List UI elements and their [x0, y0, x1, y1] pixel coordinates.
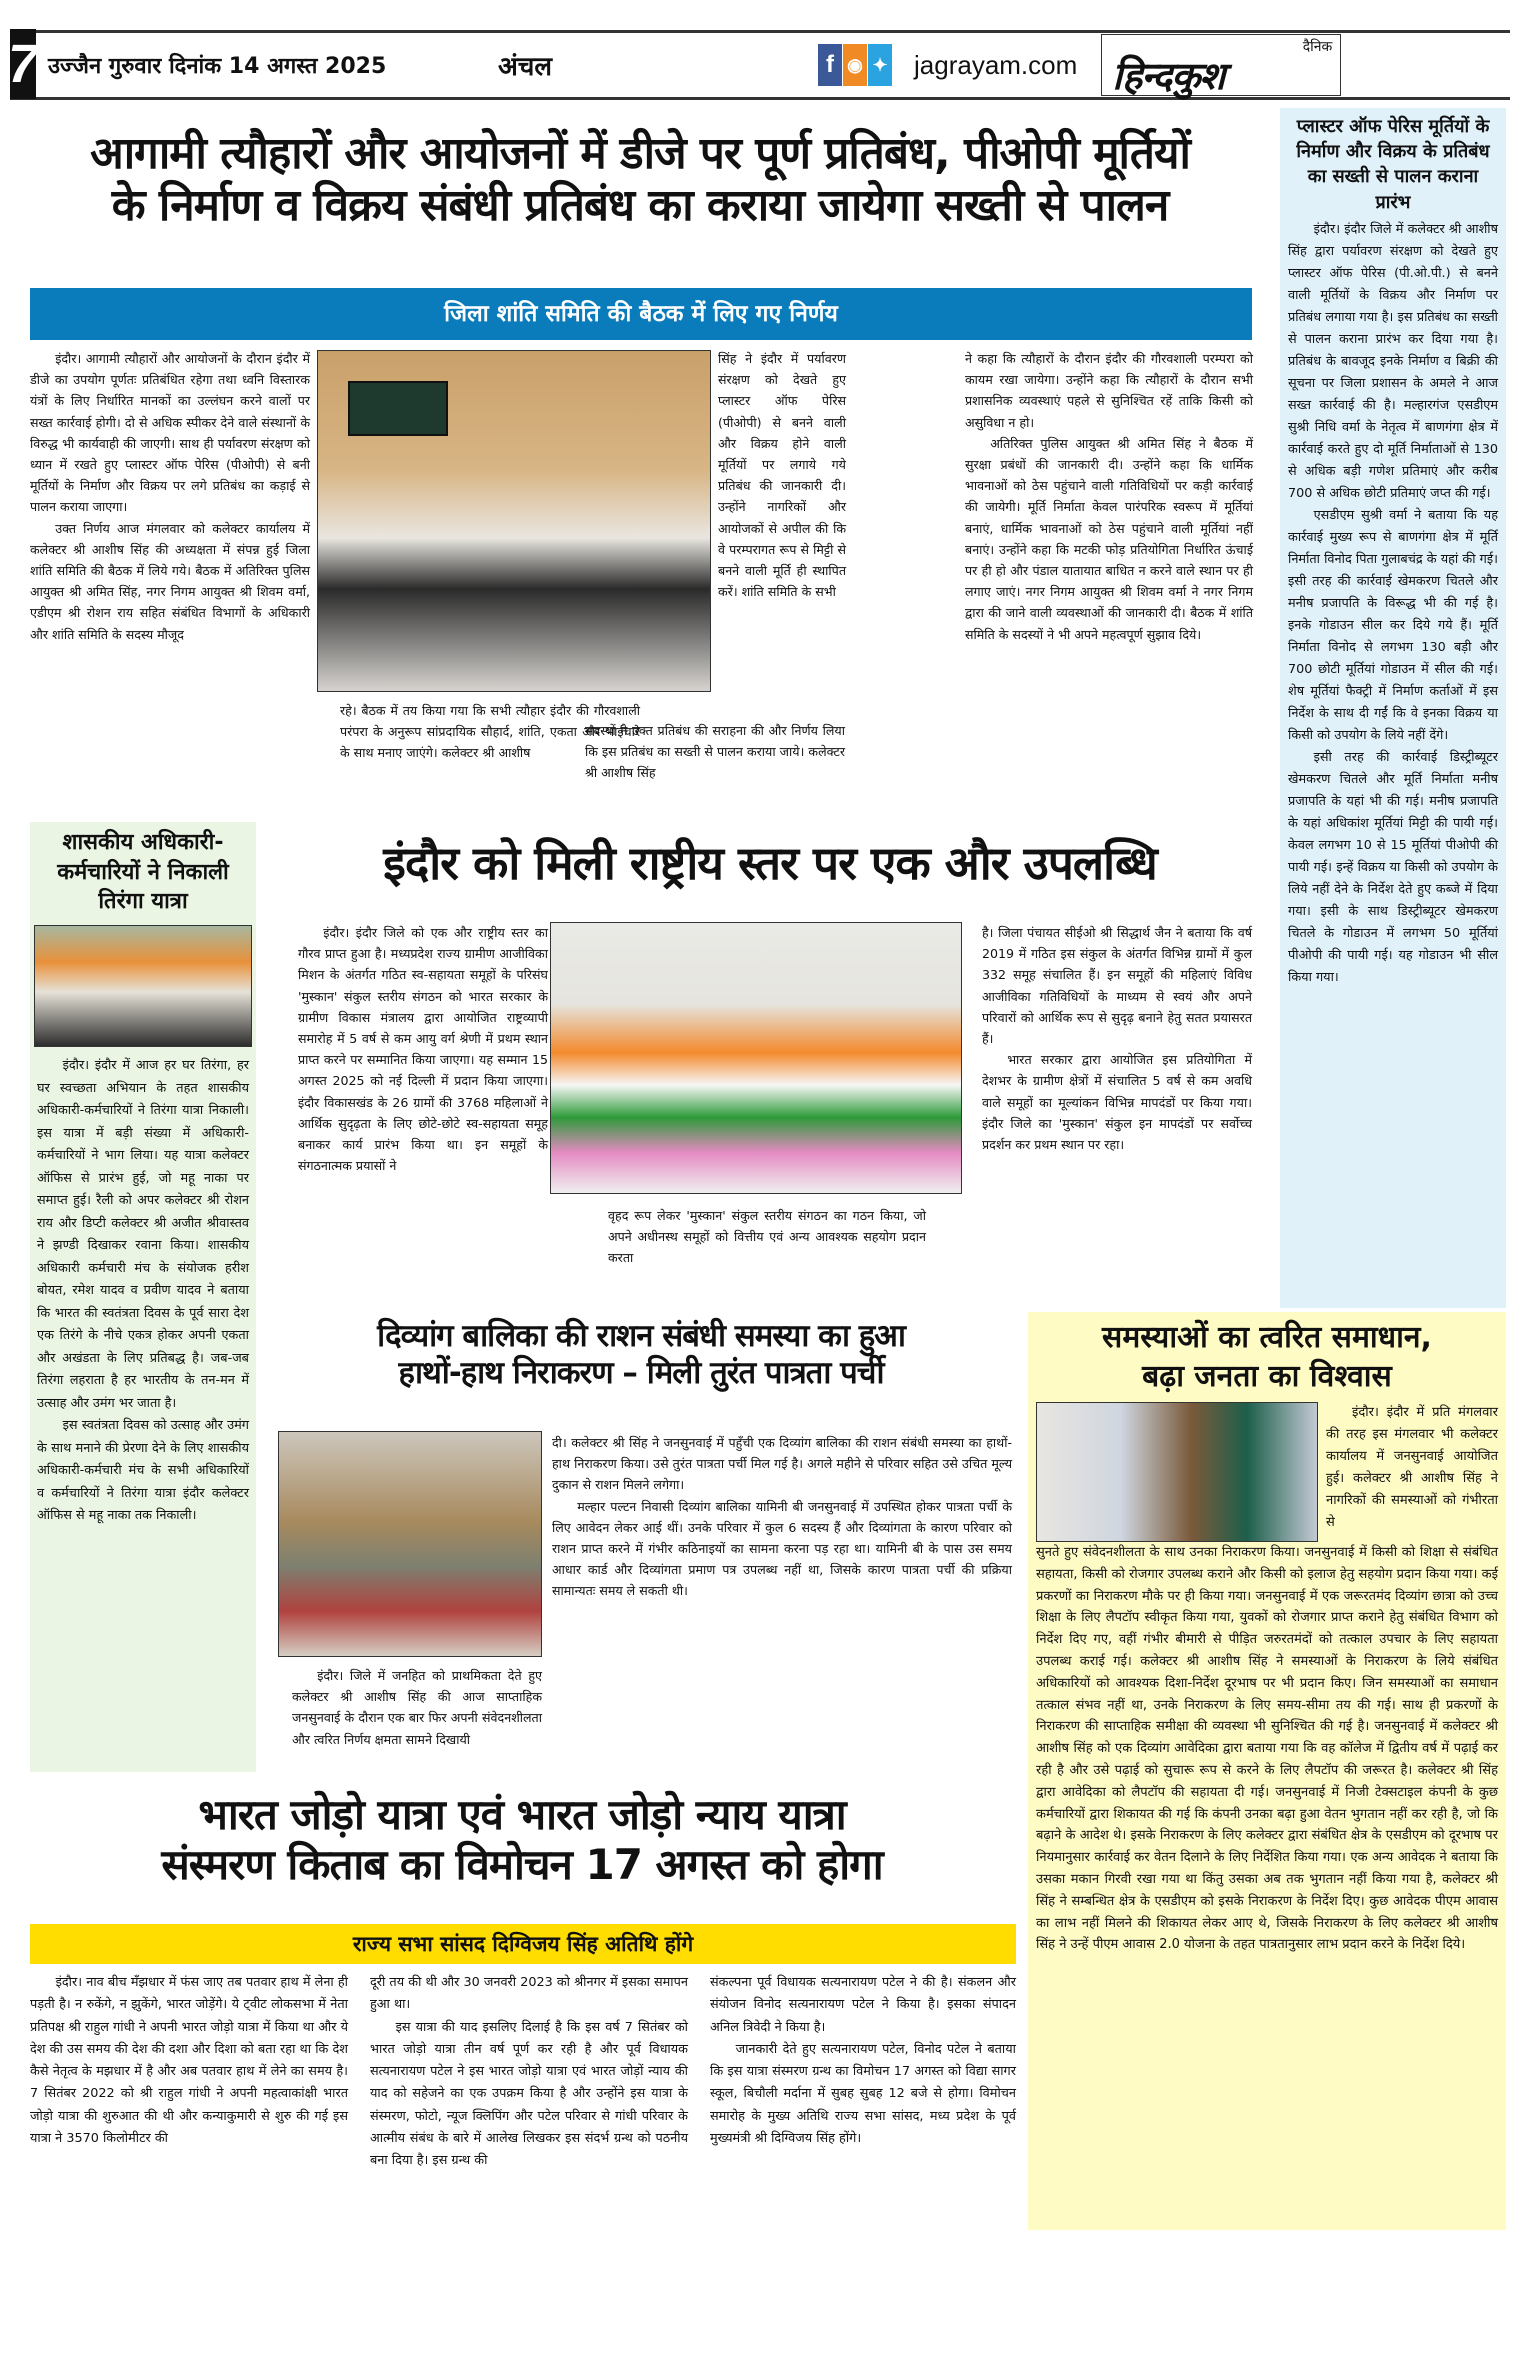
sidebar-jansunwai-beside: [1326, 1402, 1498, 1542]
story1-para: ने कहा कि त्यौहारों के दौरान इंदौर की गौरवशाली परम्परा को कायम रखा जायेगा। उन्होंने कहा कि त्यौहारों के दौरान सभी प्रशासनिक व्यवस्थाएं पहले से सुनिश्चित रहें ताकि किसी को असुविधा न हो।: [965, 351, 1253, 430]
social-links: [818, 44, 892, 86]
sidebar-pop-headline: प्लास्टर ऑफ पेरिस मूर्तियों के निर्माण और विक्रय के प्रतिबंध का सख्ती से पालन कराना प्रारंभ: [1296, 116, 1490, 213]
story1-headline-line1: आगामी त्यौहारों और आयोजनों में डीजे पर पूर्ण प्रतिबंध, पीओपी मूर्तियों: [90, 128, 1190, 179]
jansunwai-desk-photo: [1036, 1402, 1318, 1542]
story3-col1: [292, 1665, 542, 1750]
story2-para: भारत सरकार द्वारा आयोजित इस प्रतियोगिता में देशभर के ग्रामीण क्षेत्रों में संचालित 5 वर्ष से कम अवधि वाले समूहों का मूल्यांकन विभिन्न मापदंडों पर किया गया। इंदौर जिले का 'मुस्कान' संकुल इन मापदंडों पर सर्वोच्च प्रदर्शन कर प्रथम स्थान पर रहा।: [982, 1052, 1252, 1153]
section-name: अंचल: [498, 52, 553, 82]
sidebar-pop: [1280, 108, 1506, 1308]
story1-col2: रहे। बैठक में तय किया गया कि सभी त्यौहार इंदौर की गौरवशाली परंपरा के अनुरूप सांप्रदायिक सौहार्द, शांति, एकता और भाईचारे के साथ मनाए जाएंगे। कलेक्टर श्री आशीष: [340, 703, 640, 761]
sidebar-tiranga-para: इस स्वतंत्रता दिवस को उत्साह और उमंग के साथ मनाने की प्रेरणा देने के लिए शासकीय अधिकारी-कर्मचारी मंच के सभी अधिकारियों व कर्मचारियों ने तिरंगा यात्रा इंदौर कलेक्टर ऑफिस से महू नाका तक निकाली।: [37, 1418, 249, 1524]
story4-para: दूरी तय की थी और 30 जनवरी 2023 को श्रीनगर में इसका समापन हुआ था।: [370, 1975, 688, 2013]
story1-headline: [30, 128, 1250, 232]
story3-col2: [552, 1432, 1012, 1602]
story4-headline-line2: संस्मरण किताब का विमोचन 17 अगस्त को होगा: [161, 1839, 883, 1889]
story2-headline: इंदौर को मिली राष्ट्रीय स्तर पर एक और उपलब्धि: [383, 836, 1157, 890]
story1-col4: [965, 348, 1253, 645]
rss-icon[interactable]: ◉: [843, 44, 867, 86]
sidebar-jansunwai-body: सुनते हुए संवेदनशीलता के साथ उनका निराकरण किया। जनसुनवाई में किसी को शिक्षा से संबंधित सहायता, किसी को रोजगार उपलब्ध कराने और किसी को इलाज हेतु सहयोग प्रदान किया गया। कई प्रकरणों का निराकरण मौके पर ही किया गया। जनसुनवाई में एक जरूरतमंद दिव्यांग छात्रा को उच्च शिक्षा के लिए लैपटॉप स्वीकृत किया गया, युवकों को रोजगार प्राप्त कराने हेतु संबंधित विभाग को निर्देश दिए गए, वहीं गंभीर बीमारी से पीड़ित जरुरतमंदों को तत्काल उपचार के लिए सहायता उपलब्ध कराई गई। कलेक्टर श्री आशीष सिंह ने समस्याओं के निराकरण के लिये संबंधित अधिकारियों को आवश्यक दिशा-निर्देश दूरभाष पर भी प्रदान किए। जिन समस्याओं का समाधान तत्काल संभव नहीं था, उनके निराकरण के लिए समय-सीमा तय की गई। साथ ही प्रकरणों के निराकरण की साप्ताहिक समीक्षा की व्यवस्था भी सुनिश्चित की गई है। जनसुनवाई में कलेक्टर श्री आशीष सिंह को एक दिव्यांग आवेदिका द्वारा बताया गया कि वह कॉलेज में द्वितीय वर्ष में पढ़ाई कर रही है और उसे पढ़ाई को सुचारू रूप से करने के लिए लैपटॉप की जरूरत है। कलेक्टर श्री सिंह द्वारा आवेदिका को लैपटॉप की सहायता दी गई। जनसुनवाई में निजी टेक्सटाइल कंपनी के कुछ कर्मचारियों द्वारा शिकायत की गई कि कंपनी उनका बढ़ा हुआ वेतन भुगतान नहीं कर रही है, जो कि बढ़ाने के आदेश थे। इसके निराकरण के लिए कलेक्टर द्वारा संबंधित क्षेत्र के एसडीएम को दूरभाष पर नियमानुसार कार्रवाई कर वेतन दिलाने के लिए निर्देशित किया गया। एक अन्य आवेदक ने बताया कि उसका मकान गिरवी रखा गया था किंतु उसका अब तक भुगतान नहीं किया गया है, कलेक्टर श्री सिंह ने सम्बन्धित क्षेत्र के एसडीएम को इसके निराकरण के निर्देश दिए। कुछ आवेदक पीएम आवास का लाभ नहीं मिलने की शिकायत लेकर आए थे, जिसके निराकरण के लिए कलेक्टर श्री आशीष सिंह ने उन्हें पीएम आवास 2.0 योजना के तहत पात्रतानुसार लाभ प्रदान करने के निर्देश दिये।: [1036, 1545, 1498, 1953]
website-link[interactable]: jagrayam.com: [914, 49, 1078, 80]
story4-para: इंदौर। नाव बीच मँझधार में फंस जाए तब पतवार हाथ में लेना ही पड़ती है। न रुकेंगे, न झुकेंगे, भारत जोड़ेंगे। ये ट्वीट लोकसभा में नेता प्रतिपक्ष श्री राहुल गांधी ने अपनी भारत जोड़ो यात्रा में किया था और ये देश की उस समय की देश की दशा और दिशा को बता रहा था कि देश कैसे नेतृत्व के मझधार में है और अब पतवार हाथ में लेने का समय है। 7 सितंबर 2022 को श्री राहुल गांधी ने अपनी महत्वाकांक्षी भारत जोड़ो यात्रा की शुरुआत की थी और कन्याकुमारी से शुरु की गई इस यात्रा ने 3570 किलोमीटर की: [30, 1975, 348, 2147]
story1-headline-line2: के निर्माण व विक्रय संबंधी प्रतिबंध का कराया जायेगा सख्ती से पालन: [111, 179, 1169, 231]
sidebar-jansunwai-headline: [1036, 1318, 1498, 1396]
story1-para: अतिरिक्त पुलिस आयुक्त श्री अमित सिंह ने बैठक में सुरक्षा प्रबंधों की जानकारी दी। उन्होंने कहा कि धार्मिक भावनाओं को ठेस पहुंचाने वाली गतिविधियों पर कड़ी कार्रवाई की जायेगी। मूर्ति निर्माता केवल पारंपरिक स्वरूप में मूर्तियां बनाएं, धार्मिक भावनाओं को ठेस पहुंचाने वाली मूर्तियां नहीं बनाएं। उन्होंने कहा कि मटकी फोड़ प्रतियोगिता निर्धारित ऊंचाई पर ही हो और पंडाल यातायात बाधित न करने वाले स्थान पर ही लगाए जाएं। नगर निगम आयुक्त श्री शिवम वर्मा ने नगर निगम द्वारा की जाने वाली व्यवस्थाओं की जानकारी दी। बैठक में शांति समिति के सदस्यों ने भी अपने महत्वपूर्ण सुझाव दिये।: [965, 435, 1253, 642]
story4-col3: [710, 1972, 1016, 2150]
story4-para: संकल्पना पूर्व विधायक सत्यनारायण पटेल ने की है। संकलन और संयोजन विनोद सत्यनारायण पटेल ने किया है। इसका संपादन अनिल त्रिवेदी ने किया है।: [710, 1975, 1016, 2035]
story2-col3: [982, 922, 1252, 1155]
story4-headline: [30, 1790, 1014, 1889]
story1-col1: [30, 348, 310, 645]
sidebar-pop-para: इंदौर। इंदौर जिले में कलेक्टर श्री आशीष सिंह द्वारा पर्यावरण संरक्षण को देखते हुए प्लास्टर ऑफ पेरिस (पी.ओ.पी.) से बनने वाली मूर्तियों के विक्रय और निर्माण पर प्रतिबंध लगाया गया है। इस प्रतिबंध का सख्ती से पालन कराना प्रारंभ कर दिया गया है। प्रतिबंध के बावजूद इनके निर्माण व बिक्री की सूचना पर जिला प्रशासन के अमले ने आज सख्त कार्रवाई की है। मल्हारगंज एसडीएम सुश्री निधि वर्मा के नेतृत्व में बाणगंगा क्षेत्र में कार्रवाई करते हुए दो मूर्ति निर्माताओं से 130 से अधिक बड़ी गणेश प्रतिमाएं और करीब 700 से अधिक छोटी प्रतिमाएं जप्त की गई।: [1288, 221, 1498, 501]
twitter-icon[interactable]: ✦: [868, 44, 892, 86]
jansunwai-girl-photo: [278, 1431, 542, 1657]
facebook-icon[interactable]: f: [818, 44, 842, 86]
logo-name: हिन्दकुश: [1112, 53, 1225, 98]
sidebar-jansunwai-headline-line1: समस्याओं का त्वरित समाधान,: [1102, 1320, 1432, 1355]
story3-headline-line2: हाथों-हाथ निराकरण – मिली तुरंत पात्रता पर्ची: [398, 1354, 884, 1391]
newspaper-logo: [1101, 34, 1341, 96]
sidebar-pop-para: इसी तरह की कार्रवाई डिस्ट्रीब्यूटर खेमकरण चितले और मूर्ति निर्माता मनीष प्रजापति के यहां भी की गई। मनीष प्रजापति के यहां अधिकांश मूर्तियां मिट्टी की पायी गई। केवल लगभग 10 से 15 मूर्तियां पीओपी की पायी गई। इन्हें विक्रय या किसी को उपयोग के लिये नहीं देने के निर्देश देते हुए कब्जे में दिया गया। इसी के साथ डिस्ट्रीब्यूटर खेमकरण चितले के गोडाउन में लगभग 50 मूर्तियां पीओपी की पायी गई। यह गोडाउन भी सील किया गया।: [1288, 749, 1498, 985]
sidebar-tiranga-headline: शासकीय अधिकारी-कर्मचारियों ने निकाली तिरंगा यात्रा: [57, 830, 229, 915]
story4-subhead: राज्य सभा सांसद दिग्विजय सिंह अतिथि होंगे: [30, 1924, 1016, 1964]
story4-headline-line1: भारत जोड़ो यात्रा एवं भारत जोड़ो न्याय यात्रा: [198, 1790, 846, 1839]
story1-col3-below: सदस्यों ने उक्त प्रतिबंध की सराहना की और निर्णय लिया कि इस प्रतिबंध का सख्ती से पालन कराया जाये। कलेक्टर श्री आशीष सिंह: [585, 723, 845, 781]
dateline: उज्जैन गुरुवार दिनांक 14 अगस्त 2025: [48, 54, 387, 79]
masthead: [7, 30, 1510, 100]
story3-headline: [276, 1318, 1006, 1391]
story4-col1: [30, 1972, 348, 2150]
sidebar-tiranga-para: इंदौर। इंदौर में आज हर घर तिरंगा, हर घर स्वच्छता अभियान के तहत शासकीय अधिकारी-कर्मचारियों ने तिरंगा यात्रा निकाली। इस यात्रा में बड़ी संख्या में अधिकारी-कर्मचारियों ने भाग लिया। यह यात्रा कलेक्टर ऑफिस से प्रारंभ हुई, जो महू नाका पर समाप्त हुई। रैली को अपर कलेक्टर श्री रोशन राय और डिप्टी कलेक्टर श्री अजीत श्रीवास्तव ने झण्डी दिखाकर रवाना किया। शासकीय अधिकारी कर्मचारी मंच के संयोजक हरीश बोयत, रमेश यादव व प्रवीण यादव ने बताया कि भारत की स्वतंत्रता दिवस के पूर्व सारा देश एक तिरंगे के नीचे एकत्र होकर अपनी एकता और अखंडता के लिए प्रतिबद्ध है। जब-जब तिरंगा लहराता है हर भारतीय के तन-मन में उत्साह और उमंग भर जाता है।: [37, 1058, 249, 1411]
sidebar-jansunwai-headline-line2: बढ़ा जनता का विश्वास: [1142, 1359, 1392, 1394]
story1-col3: सिंह ने इंदौर में पर्यावरण संरक्षण को देखते हुए प्लास्टर ऑफ पेरिस (पीओपी) से बनने वाली और विक्रय होने वाली मूर्तियों पर लगाये गये प्रतिबंध की जानकारी दी। उन्होंने नागरिकों और आयोजकों से अपील की कि वे परम्परागत रूप से मिट्टी से बनने वाली मूर्ति ही स्थापित करें। शांति समिति के सभी: [718, 351, 846, 600]
story4-col2: [370, 1972, 688, 2173]
story1-para: इंदौर। आगामी त्यौहारों और आयोजनों के दौरान इंदौर में डीजे का उपयोग पूर्णतः प्रतिबंधित रहेगा तथा ध्वनि विस्तारक यंत्रों के लिए निर्धारित मानकों का उल्लंघन करने वालों पर सख्त कार्रवाई होगी। दो से अधिक स्पीकर देने वाले संस्थानों के विरुद्ध भी कार्यवाही की जाएगी। साथ ही पर्यावरण संरक्षण को ध्यान में रखते हुए प्लास्टर ऑफ पेरिस (पीओपी) से बनी मूर्तियों के निर्माण और विक्रय पर लगे प्रतिबंध का कड़ाई से पालन कराया जाएगा।: [30, 351, 310, 515]
story3-para: मल्हार पल्टन निवासी दिव्यांग बालिका यामिनी बी जनसुनवाई में उपस्थित होकर पात्रता पर्ची के लिए आवेदन लेकर आई थीं। उनके परिवार में कुल 6 सदस्य हैं और दिव्यांगता के कारण परिवार को राशन प्राप्त करने में गंभीर कठिनाइयों का सामना करना पड़ रहा था। यामिनी बी के पास उस समय आधार कार्ड और दिव्यांगता प्रमाण पत्र उपलब्ध नहीं था, जिसके कारण पात्रता पर्ची की प्रक्रिया सामान्यतः समय ले सकती थी।: [552, 1498, 1012, 1599]
screen-in-photo: [348, 381, 448, 436]
shg-flag-photo: [550, 922, 962, 1194]
sidebar-tiranga: [30, 822, 256, 1772]
story2-para: इंदौर। इंदौर जिले को एक और राष्ट्रीय स्तर का गौरव प्राप्त हुआ है। मध्यप्रदेश राज्य ग्रामीण आजीविका मिशन के अंतर्गत गठित स्व-सहायता समूहों के परिसंघ 'मुस्कान' संकुल स्तरीय संगठन को भारत सरकार के ग्रामीण विकास मंत्रालय द्वारा आयोजित राष्ट्रव्यापी समारोह में 5 वर्ष से कम आयु वर्ग श्रेणी में प्रथम स्थान प्राप्त करने पर सम्मानित किया जाएगा। यह सम्मान 15 अगस्त 2025 को नई दिल्ली में प्रदान किया जाएगा। इंदौर विकासखंड के 26 ग्रामों की 3768 महिलाओं ने आर्थिक सुदृढ़ता के लिए छोटे-छोटे स्व-सहायता समूह बनाकर कार्य प्रारंभ किया था। इन समूहों के संगठनात्मक प्रयासों ने: [298, 925, 548, 1174]
sidebar-jansunwai: [1028, 1312, 1506, 2230]
tiranga-rally-photo: [34, 925, 252, 1047]
story2-col2: वृहद रूप लेकर 'मुस्कान' संकुल स्तरीय संगठन का गठन किया, जो अपने अधीनस्थ समूहों को वित्तीय एवं अन्य आवश्यक सहयोग प्रदान करता: [608, 1208, 926, 1266]
story4-para: जानकारी देते हुए सत्यनारायण पटेल, विनोद पटेल ने बताया कि इस यात्रा संस्मरण ग्रन्थ का विमोचन 17 अगस्त को विद्या सागर स्कूल, बिचौली मर्दाना में सुबह सुबह 12 बजे से होगा। विमोचन समारोह के मुख्य अतिथि राज्य सभा सांसद, मध्य प्रदेश के पूर्व मुख्यमंत्री श्री दिग्विजय सिंह होंगे।: [710, 2041, 1016, 2147]
story3-headline-line1: दिव्यांग बालिका की राशन संबंधी समस्या का हुआ: [377, 1318, 905, 1354]
sidebar-pop-para: एसडीएम सुश्री वर्मा ने बताया कि यह कार्रवाई मुख्य रूप से बाणगंगा क्षेत्र में मूर्ति निर्माता विनोद पिता गुलाबचंद्र के यहां की गई। इसी तरह की कार्रवाई खेमकरण चितले और मनीष प्रजापति के विरूद्ध भी की गई है। इनके गोडाउन सील कर दिये गये हैं। मूर्ति निर्माता विनोद से लगभग 130 बड़ी और 700 छोटी मूर्तियां गोडाउन में सील की गई। शेष मूर्तियां फैक्ट्री में निर्माण कर्ताओं में इस निर्देश के साथ दी गईं कि वे इनका विक्रय या किसी को उपयोग के लिये नहीं देंगे।: [1288, 507, 1498, 743]
story1-para: उक्त निर्णय आज मंगलवार को कलेक्टर कार्यालय में कलेक्टर श्री आशीष सिंह की अध्यक्षता में संपन्न हुई जिला शांति समिति की बैठक में लिये गये। बैठक में अतिरिक्त पुलिस आयुक्त श्री अमित सिंह, नगर निगम आयुक्त श्री शिवम वर्मा, एडीएम श्री रोशन राय सहित संबंधित विभागों के अधिकारी और शांति समिति के सदस्य मौजूद: [30, 520, 310, 642]
story4-para: इस यात्रा की याद इसलिए दिलाई है कि इस वर्ष 7 सितंबर को भारत जोड़ो यात्रा तीन वर्ष पूर्ण कर रही है और पूर्व विधायक सत्यनारायण पटेल ने इस भारत जोड़ो यात्रा एवं भारत जोड़ों न्याय की याद को सहेजने का एक उपक्रम किया है और उन्होंने इस यात्रा के संस्मरण, फोटो, न्यूज क्लिपिंग और पटेल परिवार से गांधी परिवार के आत्मीय संबंध के बारे में आलेख लिखकर इस संदर्भ ग्रन्थ को पठनीय बना दिया है। इस ग्रन्थ की: [370, 2019, 688, 2169]
logo-tagline: दैनिक: [1302, 39, 1333, 55]
page-number: 7: [10, 29, 36, 99]
story3-para: इंदौर। जिले में जनहित को प्राथमिकता देते हुए कलेक्टर श्री आशीष सिंह की आज साप्ताहिक जनसुनवाई के दौरान एक बार फिर अपनी संवेदनशीलता और त्वरित निर्णय क्षमता सामने दिखायी: [292, 1668, 542, 1747]
story2-col1: [298, 922, 548, 1176]
meeting-photo: [317, 350, 711, 692]
story1-subhead: जिला शांति समिति की बैठक में लिए गए निर्णय: [30, 288, 1252, 340]
story3-para: दी। कलेक्टर श्री सिंह ने जनसुनवाई में पहुँची एक दिव्यांग बालिका की राशन संबंधी समस्या का हाथों-हाथ निराकरण किया। उसे तुरंत पात्रता पर्ची मिल गई है। अगले महीने से परिवार सहित उसे उचित मूल्य दुकान से राशन मिलने लगेगा।: [552, 1435, 1012, 1493]
sidebar-jansunwai-para: इंदौर। इंदौर में प्रति मंगलवार की तरह इस मंगलवार भी कलेक्टर कार्यालय में जनसुनवाई आयोजित हुई। कलेक्टर श्री आशीष सिंह ने नागरिकों की समस्याओं को गंभीरता से: [1326, 1405, 1498, 1530]
story2-para: है। जिला पंचायत सीईओ श्री सिद्धार्थ जैन ने बताया कि वर्ष 2019 में गठित इस संकुल के अंतर्गत विभिन्न ग्रामों में कुल 332 समूह संचालित हैं। इन समूहों की महिलाएं विविध आजीविका गतिविधियों के माध्यम से स्वयं और अपने परिवारों को आर्थिक रूप से सुदृढ़ बनाने हेतु सतत प्रयासरत हैं।: [982, 925, 1252, 1047]
